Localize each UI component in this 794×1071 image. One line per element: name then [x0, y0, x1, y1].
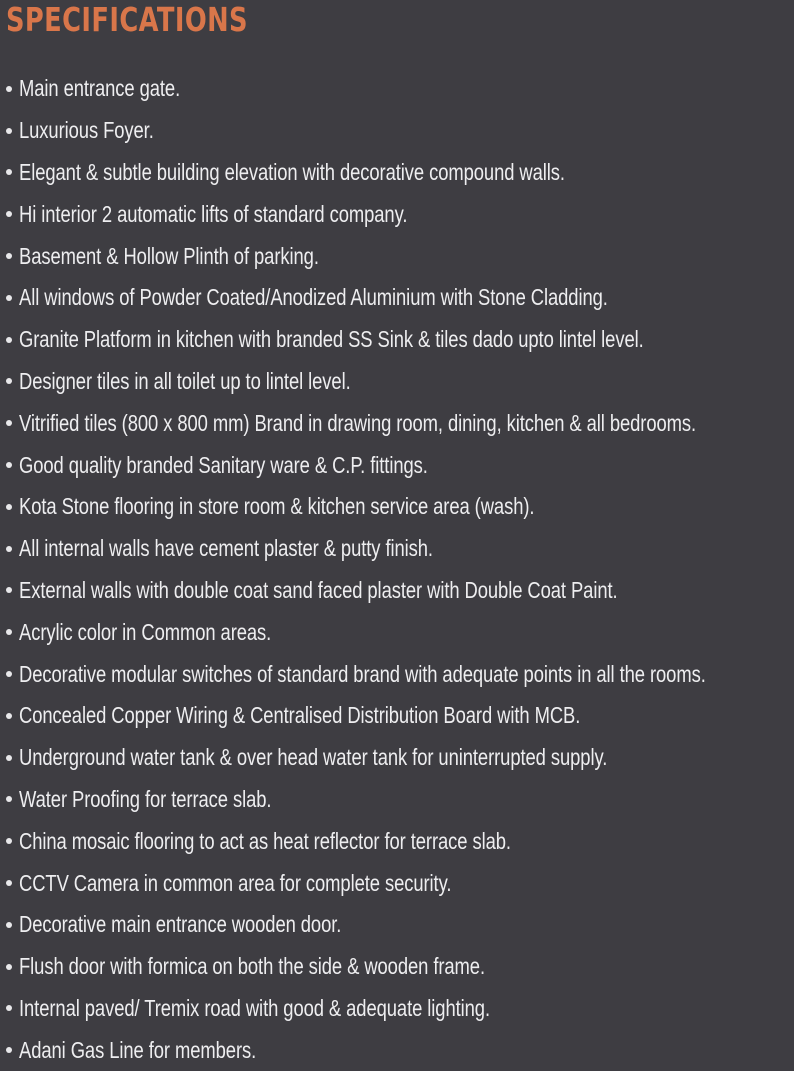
bullet-icon [6, 796, 12, 802]
bullet-icon [6, 880, 12, 886]
list-item-text: Flush door with formica on both the side & wooden frame. [19, 953, 485, 980]
list-item-text: All internal walls have cement plaster & putty finish. [19, 535, 433, 562]
list-item-text: Elegant & subtle building elevation with decorative compound walls. [19, 158, 565, 185]
list-item [0, 193, 794, 235]
list-item-text: Concealed Copper Wiring & Centralised Distribution Board with MCB. [19, 702, 581, 729]
bullet-icon [6, 420, 12, 426]
list-item [0, 737, 794, 779]
specifications-list [0, 68, 794, 1071]
list-item-text: All windows of Powder Coated/Anodized Aluminium with Stone Cladding. [19, 284, 608, 311]
list-item-text: Basement & Hollow Plinth of parking. [19, 242, 319, 269]
list-item-text: External walls with double coat sand faced plaster with Double Coat Paint. [19, 576, 618, 603]
list-item [0, 820, 794, 862]
bullet-icon [6, 1005, 12, 1011]
list-item-text: Kota Stone flooring in store room & kitchen service area (wash). [19, 493, 535, 520]
list-item-text: China mosaic flooring to act as heat reflector for terrace slab. [19, 827, 511, 854]
bullet-icon [6, 964, 12, 970]
list-item [0, 68, 794, 110]
list-item-text: Granite Platform in kitchen with branded SS Sink & tiles dado upto lintel level. [19, 326, 644, 353]
bullet-icon [6, 755, 12, 761]
page-title: SPECIFICATIONS [6, 0, 248, 39]
bullet-icon [6, 713, 12, 719]
bullet-icon [6, 86, 12, 92]
list-item [0, 611, 794, 653]
list-item [0, 402, 794, 444]
list-item [0, 695, 794, 737]
bullet-icon [6, 378, 12, 384]
list-item-text: Internal paved/ Tremix road with good & adequate lighting. [19, 994, 490, 1021]
bullet-icon [6, 922, 12, 928]
list-item-text: Luxurious Foyer. [19, 117, 154, 144]
list-item [0, 1029, 794, 1071]
list-item [0, 444, 794, 486]
list-item [0, 904, 794, 946]
list-item [0, 653, 794, 695]
list-item-text: Main entrance gate. [19, 75, 181, 102]
list-item [0, 235, 794, 277]
list-item-text: Acrylic color in Common areas. [19, 618, 272, 645]
list-item-text: Vitrified tiles (800 x 800 mm) Brand in drawing room, dining, kitchen & all bedrooms. [19, 409, 697, 436]
list-item-text: Hi interior 2 automatic lifts of standard company. [19, 200, 408, 227]
list-item-text: CCTV Camera in common area for complete security. [19, 869, 452, 896]
list-item-text: Adani Gas Line for members. [19, 1036, 257, 1063]
bullet-icon [6, 671, 12, 677]
list-item [0, 862, 794, 904]
list-item [0, 110, 794, 152]
list-item [0, 946, 794, 988]
bullet-icon [6, 295, 12, 301]
list-item-text: Underground water tank & over head water tank for uninterrupted supply. [19, 744, 608, 771]
list-item [0, 152, 794, 194]
bullet-icon [6, 462, 12, 468]
bullet-icon [6, 629, 12, 635]
bullet-icon [6, 128, 12, 134]
list-item [0, 486, 794, 528]
list-item-text: Decorative main entrance wooden door. [19, 911, 342, 938]
bullet-icon [6, 337, 12, 343]
list-item [0, 779, 794, 821]
bullet-icon [6, 546, 12, 552]
list-item-text: Water Proofing for terrace slab. [19, 785, 272, 812]
list-item [0, 528, 794, 570]
list-item [0, 988, 794, 1030]
list-item [0, 319, 794, 361]
list-item-text: Designer tiles in all toilet up to lintel level. [19, 367, 351, 394]
bullet-icon [6, 587, 12, 593]
bullet-icon [6, 211, 12, 217]
bullet-icon [6, 1047, 12, 1053]
list-item [0, 277, 794, 319]
list-item [0, 570, 794, 612]
bullet-icon [6, 504, 12, 510]
bullet-icon [6, 838, 12, 844]
list-item-text: Decorative modular switches of standard brand with adequate points in all the rooms. [19, 660, 706, 687]
bullet-icon [6, 169, 12, 175]
bullet-icon [6, 253, 12, 259]
list-item-text: Good quality branded Sanitary ware & C.P. fittings. [19, 451, 428, 478]
list-item [0, 361, 794, 403]
